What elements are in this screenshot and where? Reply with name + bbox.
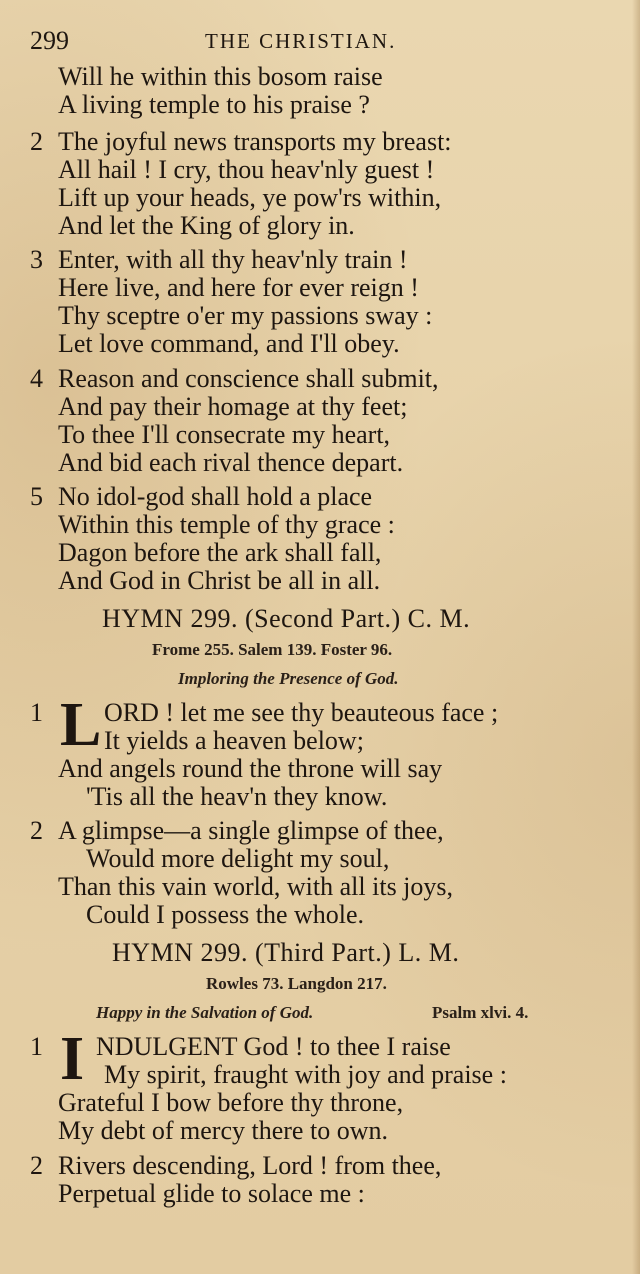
verse-number: 4 — [30, 364, 43, 393]
verse-line: Thy sceptre o'er my passions sway : — [58, 301, 433, 330]
verse-number: 5 — [30, 482, 43, 511]
verse-line: My debt of mercy there to own. — [58, 1116, 388, 1145]
hymn-title: HYMN 299. (Third Part.) L. M. — [112, 938, 460, 967]
running-title: THE CHRISTIAN. — [205, 29, 397, 53]
verse-line: All hail ! I cry, thou heav'nly guest ! — [58, 155, 435, 184]
verse-number: 1 — [30, 1032, 43, 1061]
hymn-subtitle: Imploring the Presence of God. — [178, 669, 399, 688]
verse-line: And angels round the throne will say — [58, 754, 443, 783]
verse-line: Within this temple of thy grace : — [58, 510, 395, 539]
verse-line: And pay their homage at thy feet; — [58, 392, 408, 421]
verse-line: Enter, with all thy heav'nly train ! — [58, 245, 408, 274]
verse-line: And let the King of glory in. — [58, 211, 355, 240]
verse-line: Than this vain world, with all its joys, — [58, 872, 454, 901]
verse-line: ORD ! let me see thy beauteous face ; — [104, 698, 499, 727]
verse-line: The joyful news transports my breast: — [58, 127, 452, 156]
hymn-title: HYMN 299. (Second Part.) C. M. — [102, 604, 471, 633]
scripture-reference: Psalm xlvi. 4. — [432, 1003, 529, 1022]
verse-line: Would more delight my soul, — [86, 844, 390, 873]
hymn-subtitle: Happy in the Salvation of God. — [96, 1003, 314, 1022]
verse-line: No idol-god shall hold a place — [58, 482, 373, 511]
verse-line: Reason and conscience shall submit, — [58, 364, 439, 393]
verse-line: Here live, and here for ever reign ! — [58, 273, 419, 302]
tune-references: Frome 255. Salem 139. Foster 96. — [152, 640, 393, 659]
verse-number: 2 — [30, 1151, 43, 1180]
page-header — [30, 26, 620, 60]
verse-line: A glimpse—a single glimpse of thee, — [58, 816, 444, 845]
verse-number: 1 — [30, 698, 43, 727]
verse-line: Could I possess the whole. — [86, 900, 365, 929]
page-number: 299 — [30, 26, 69, 55]
verse-line: Perpetual glide to solace me : — [58, 1179, 365, 1208]
drop-cap: L — [60, 691, 102, 759]
verse-line: Will he within this bosom raise — [58, 62, 383, 91]
verse-line: It yields a heaven below; — [104, 726, 364, 755]
tune-references: Rowles 73. Langdon 217. — [206, 974, 387, 993]
verse-line: Dagon before the ark shall fall, — [58, 538, 382, 567]
verse-line: Let love command, and I'll obey. — [58, 329, 400, 358]
drop-cap: I — [60, 1025, 85, 1093]
verse-number: 2 — [30, 816, 43, 845]
verse-line: Grateful I bow before thy throne, — [58, 1088, 404, 1117]
verse-line: Lift up your heads, ye pow'rs within, — [58, 183, 442, 212]
verse-line: A living temple to his praise ? — [58, 90, 370, 119]
verse-line: And God in Christ be all in all. — [58, 566, 381, 595]
verse-line: And bid each rival thence depart. — [58, 448, 404, 477]
verse-number: 2 — [30, 127, 43, 156]
verse-line: My spirit, fraught with joy and praise : — [104, 1060, 507, 1089]
verse-number: 3 — [30, 245, 43, 274]
page-edge-shadow — [632, 0, 640, 1274]
verse-line: NDULGENT God ! to thee I raise — [96, 1032, 451, 1061]
verse-line: 'Tis all the heav'n they know. — [86, 782, 388, 811]
verse-line: Rivers descending, Lord ! from thee, — [58, 1151, 442, 1180]
verse-line: To thee I'll consecrate my heart, — [58, 420, 391, 449]
